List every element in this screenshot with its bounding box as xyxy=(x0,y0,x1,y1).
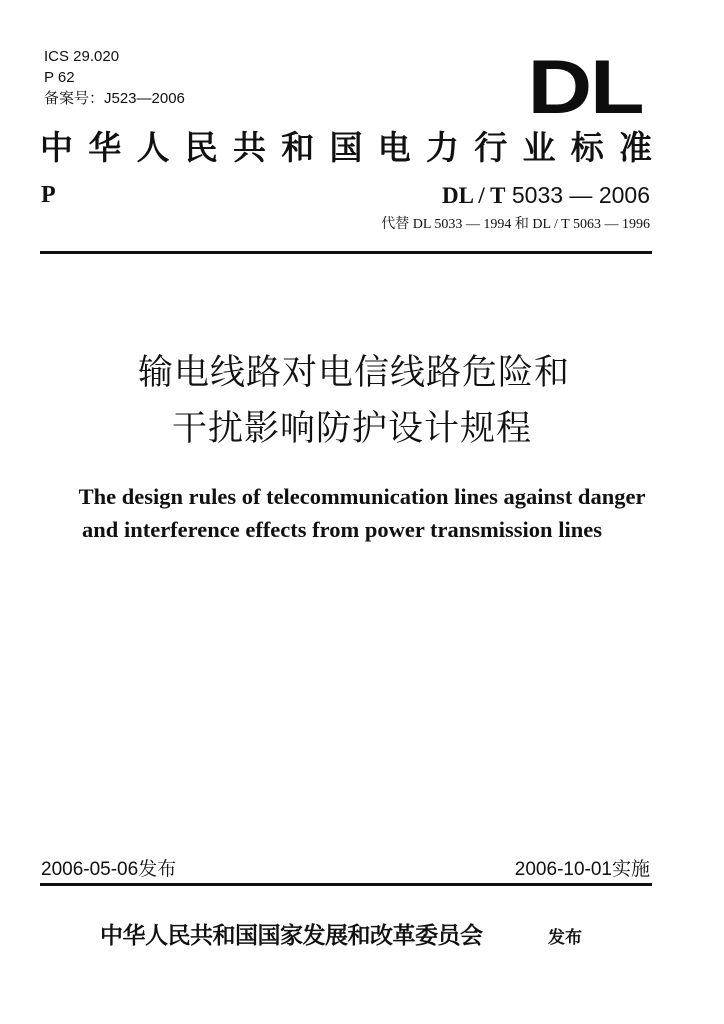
industry-title-char: 电 xyxy=(377,128,411,167)
industry-title-char: 标 xyxy=(570,128,604,167)
dl-logo: DL xyxy=(527,45,642,130)
english-title-line-2: and interference effects from power transmission lines xyxy=(82,517,602,542)
top-divider xyxy=(40,251,652,254)
classification-code: P 62 xyxy=(44,69,75,86)
industry-title-char: 业 xyxy=(522,128,556,167)
implementation-date: 2006-10-01实施 xyxy=(514,859,650,880)
industry-title-char: 国 xyxy=(329,128,363,167)
industry-title-char: 中 xyxy=(40,128,73,167)
standard-year-number: 5033 — 2006 xyxy=(511,182,650,208)
issue-date: 2006-05-06发布 xyxy=(41,859,177,880)
industry-title-char: 民 xyxy=(184,128,218,167)
industry-title-char: 行 xyxy=(474,128,508,167)
industry-title-char: 共 xyxy=(233,128,266,167)
chinese-title-line-1: 输电线路对电信线路危险和 xyxy=(137,353,570,393)
bottom-divider xyxy=(40,883,652,886)
industry-title-char: 华 xyxy=(88,128,122,167)
industry-title-char: 人 xyxy=(136,128,170,167)
record-number: 备案号：J523—2006 xyxy=(44,90,185,107)
metadata-block xyxy=(44,46,185,109)
industry-title-char: 和 xyxy=(281,128,315,167)
issuing-authority: 中华人民共和国国家发展和改革委员会 xyxy=(100,922,483,949)
chinese-title-line-2: 干扰影响防护设计规程 xyxy=(171,409,532,449)
industry-standard-title xyxy=(40,128,652,168)
replaces-note: 代替 DL 5033 — 1994 和 DL / T 5063 — 1996 xyxy=(381,217,650,232)
industry-title-char: 准 xyxy=(619,128,652,167)
standard-prefix: DL / T xyxy=(441,183,506,208)
publish-label: 发布 xyxy=(548,928,582,948)
category-letter: P xyxy=(41,182,56,208)
ics-code: ICS 29.020 xyxy=(44,48,120,65)
english-title-line-1: The design rules of telecommunication lines against danger xyxy=(78,484,646,509)
industry-title-char: 力 xyxy=(426,128,459,167)
standard-number xyxy=(442,182,650,209)
